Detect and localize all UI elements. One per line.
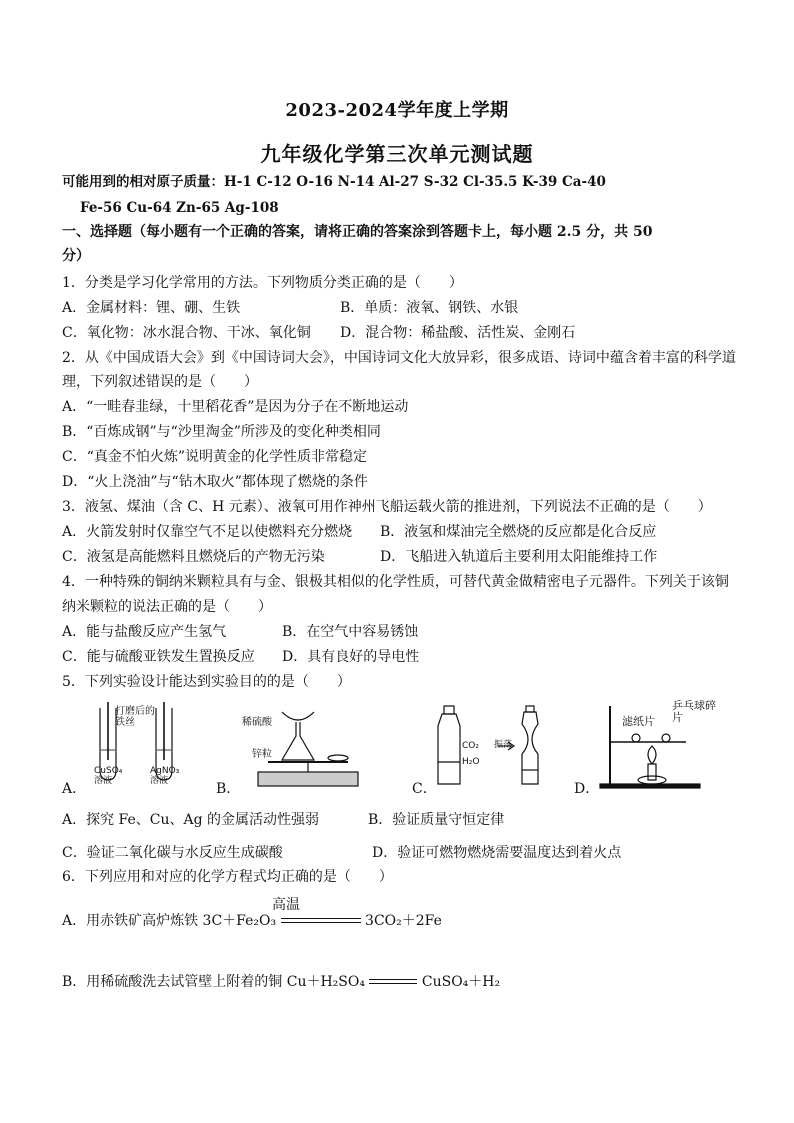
q1-option-c: C．氧化物：冰水混合物、干冰、氧化铜 (62, 325, 311, 341)
q5-stem: 5．下列实验设计能达到实验目的的是（ ） (62, 674, 351, 690)
exam-title: 九年级化学第三次单元测试题 (260, 142, 534, 166)
q2-stem-1: 2．从《中国成语大会》到《中国诗词大会》，中国诗词文化大放异彩，很多成语、诗词中蕴含着丰富的科学道 (62, 350, 736, 366)
q4-stem-1: 4．一种特殊的铜纳米颗粒具有与金、银极其相似的化学性质，可替代黄金做精密电子元器件。下列关于该铜 (62, 574, 729, 590)
q4-option-a: A．能与盐酸反应产生氢气 (62, 624, 227, 640)
atomic-mass-line2: Fe-56 Cu-64 Zn-65 Ag-108 (80, 200, 279, 216)
q5-option-a: A．探究 Fe、Cu、Ag 的金属活动性强弱 (62, 812, 320, 828)
q5-option-c: C．验证二氧化碳与水反应生成碳酸 (62, 845, 283, 861)
q4-option-d: D．具有良好的导电性 (282, 649, 420, 665)
q5-fig-b-acid-label: 稀硫酸 (242, 717, 272, 728)
q4-option-c: C．能与硫酸亚铁发生置换反应 (62, 649, 255, 665)
q2-option-b: B．“百炼成钢”与“沙里淘金”所涉及的变化种类相同 (62, 424, 381, 440)
q3-option-b: B．液氢和煤油完全燃烧的反应都是化合反应 (380, 524, 657, 540)
q4-stem-2: 纳米颗粒的说法正确的是（ ） (62, 599, 272, 615)
q5-fig-b-label: B． (216, 781, 241, 797)
q1-option-d: D．混合物：稀盐酸、活性炭、金刚石 (340, 325, 576, 341)
q2-stem-2: 理，下列叙述错误的是（ ） (62, 374, 258, 390)
q3-option-c: C．液氢是高能燃料且燃烧后的产物无污染 (62, 549, 325, 565)
q5-fig-c-h2o-label: H₂O (462, 757, 480, 767)
q6-b-equals-sign (369, 978, 417, 986)
q4-option-b: B．在空气中容易锈蚀 (282, 624, 419, 640)
q5-fig-c-co2-label: CO₂ (462, 741, 479, 751)
q6-stem: 6．下列应用和对应的化学方程式均正确的是（ ） (62, 869, 393, 885)
section1-heading: 一、选择题（每小题有一个正确的答案，请将正确的答案涂到答题卡上，每小题 2.5 分，共 50 (62, 224, 653, 240)
q1-option-a: A．金属材料：锂、硼、生铁 (62, 300, 241, 316)
q5-option-b: B．验证质量守恒定律 (368, 812, 505, 828)
q5-fig-a-agno3-label: AgNO₃溶液 (150, 766, 180, 786)
q5-fig-c-label: C． (412, 781, 437, 797)
q5-fig-d-paper-label: 滤纸片 (622, 715, 655, 728)
school-year-title: 2023-2024学年度上学期 (285, 100, 509, 121)
q5-fig-b-zinc-label: 锌粒 (252, 749, 272, 760)
q6-option-b (62, 972, 500, 992)
q6-a-products: 3CO₂＋2Fe (365, 913, 442, 929)
atomic-mass-line1: 可能用到的相对原子质量：H-1 C-12 O-16 N-14 Al-27 S-32 Cl-35.5 K-39 Ca-40 (62, 174, 606, 190)
q5-fig-d-label: D． (574, 781, 600, 797)
q6-a-condition: 高温 (272, 897, 300, 913)
q3-option-d: D．飞船进入轨道后主要利用太阳能维持工作 (380, 549, 658, 565)
q5-fig-a-cuso4-label: CuSO₄溶液 (94, 766, 123, 786)
q5-fig-c-shake-label: 振荡 (494, 740, 513, 750)
q6-a-reactants: A．用赤铁矿高炉炼铁 3C＋Fe₂O₃ (62, 913, 277, 929)
q3-stem: 3．液氢、煤油（含 C、H 元素）、液氧可用作神州飞船运载火箭的推进剂，下列说法不正确的是（ ） (62, 499, 712, 515)
section1-heading-cont: 分） (62, 248, 90, 264)
q1-option-b: B．单质：液氧、钢铁、水银 (340, 300, 519, 316)
q6-b-reactants: B．用稀硫酸洗去试管壁上附着的铜 Cu＋H₂SO₄ (62, 974, 365, 990)
q5-fig-a-label: A． (62, 781, 87, 797)
q6-b-products: CuSO₄＋H₂ (421, 974, 501, 990)
q6-a-equals-sign (281, 917, 361, 925)
q5-option-d: D．验证可燃物燃烧需要温度达到着火点 (372, 845, 622, 861)
q6-option-a (62, 911, 442, 931)
q2-option-a: A．“一畦春韭绿，十里稻花香”是因为分子在不断地运动 (62, 399, 409, 415)
q5-fig-d-ball-label: 乒乓球碎片 (672, 699, 716, 724)
q5-fig-a-wire-label: 打磨后的铁丝 (115, 706, 155, 728)
q2-option-c: C．“真金不怕火炼”说明黄金的化学性质非常稳定 (62, 449, 368, 465)
q1-stem: 1．分类是学习化学常用的方法。下列物质分类正确的是（ ） (62, 275, 463, 291)
q3-option-a: A．火箭发射时仅靠空气不足以使燃料充分燃烧 (62, 524, 353, 540)
q2-option-d: D．“火上浇油”与“钻木取火”都体现了燃烧的条件 (62, 474, 368, 490)
